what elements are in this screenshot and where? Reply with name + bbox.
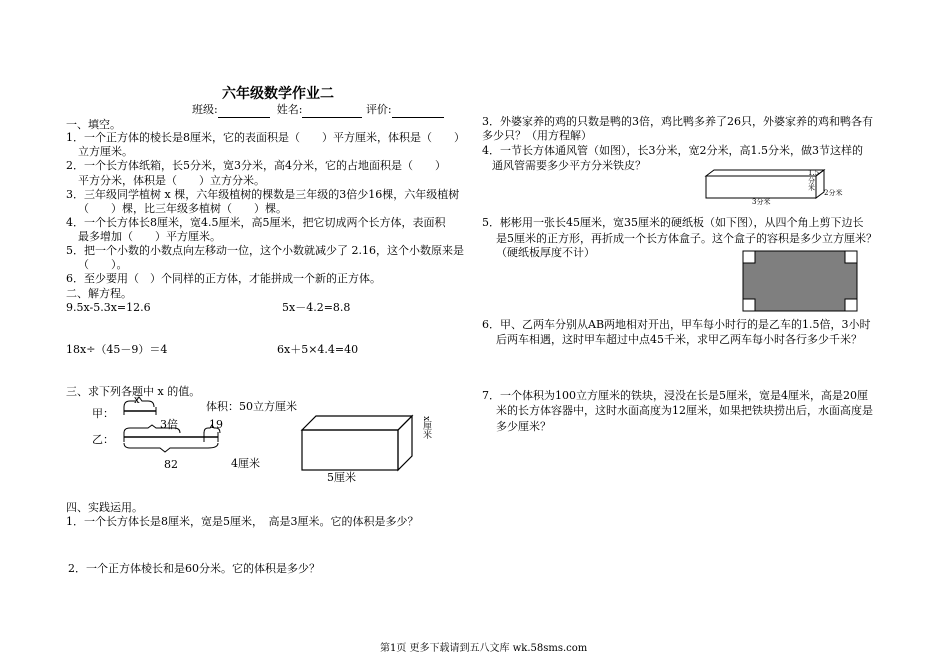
- name-label: 姓名:: [276, 103, 303, 116]
- vent-length-label: 3分米: [752, 198, 771, 206]
- page-title: 六年级数学作业二: [222, 86, 334, 102]
- question-6: 6．甲、乙两车分别从AB两地相对开出，甲车每小时行的是乙车的1.5倍，3小时: [482, 318, 871, 331]
- cardboard-figure: [742, 250, 858, 312]
- cm5-label: 5厘米: [327, 471, 356, 484]
- class-label: 班级:: [192, 103, 218, 116]
- practice-2: 2．一个正方体棱长和是60分米。它的体积是多少？: [68, 562, 320, 575]
- question-3: 3．外婆家养的鸡的只数是鸭的3倍，鸡比鸭多养了26只，外婆家养的鸡和鸭各有: [482, 115, 873, 128]
- question-1-1-cont: 立方厘米。: [78, 145, 133, 158]
- question-1-2: 2．一个长方体纸箱，长5分米，宽3分米，高4分米，它的占地面积是（ ）: [66, 159, 446, 172]
- class-blank[interactable]: [218, 105, 270, 118]
- question-6-cont: 后两车相遇，这时甲车超过中点45千米，求甲乙两车每小时各行多少千米？: [496, 333, 862, 346]
- question-1-3: 3．三年级同学植树 x 棵，六年级植树的棵数是三年级的3倍少16棵，六年级植树: [66, 188, 460, 201]
- question-1-2-cont: 平方分米，体积是（ ）立方分米。: [78, 174, 265, 187]
- equation-3: 18x÷（45－9）＝4: [66, 343, 168, 356]
- question-4: 4．一节长方体通风管（如图），长3分米，宽2分米，高1.5分米，做3节这样的: [482, 144, 863, 157]
- question-5: 5．彬彬用一张长45厘米，宽35厘米的硬纸板（如下图），从四个角上剪下边长: [482, 216, 864, 229]
- section-find-x: 三、求下列各题中 x 的值。: [66, 385, 201, 398]
- question-1-5: 5．把一个小数的小数点向左移动一位，这个小数就减少了 2.16，这个小数原来是: [66, 244, 464, 257]
- question-7-cont: 米的长方体容器中，这时水面高度为12厘米，如果把铁块捞出后，水面高度是: [496, 404, 873, 417]
- question-1-6: 6．至少要用（ ）个同样的正方体，才能拼成一个新的正方体。: [66, 272, 381, 285]
- page-footer: 第1页 更多下载请到五八文库 wk.58sms.com: [380, 643, 588, 654]
- question-3-cont: 多少只？（用方程解）: [482, 129, 592, 142]
- header-fields: [192, 101, 444, 118]
- side-label: x厘米: [420, 416, 431, 440]
- cm4-label: 4厘米: [231, 457, 260, 470]
- section-practice: 四、实践运用。: [66, 501, 143, 514]
- practice-1: 1．一个长方体长是8厘米，宽是5厘米， 高是3厘米。它的体积是多少？: [66, 515, 419, 528]
- eval-blank[interactable]: [392, 105, 444, 118]
- question-1-3-cont: （ ）棵，比三年级多植树（ ）棵。: [78, 202, 287, 215]
- x-mark: x: [134, 395, 140, 406]
- question-1-4: 4．一个长方体长8厘米，宽4.5厘米，高5厘米，把它切成两个长方体，表面积: [66, 216, 446, 229]
- jia-label: 甲：: [92, 407, 114, 420]
- equation-2: 5x－4.2=8.8: [282, 301, 351, 314]
- question-7: 7．一个体积为100立方厘米的铁块，浸没在长是5厘米，宽是4厘米，高是20厘: [482, 389, 868, 402]
- cuboid-figure: [300, 414, 420, 474]
- question-4-cont: 通风管需要多少平方分米铁皮？: [492, 159, 646, 172]
- question-1-1: 1．一个正方体的棱长是8厘米，它的表面积是（ ）平方厘米，体积是（ ）: [66, 131, 465, 144]
- name-blank[interactable]: [302, 105, 362, 118]
- section-fill-in: 一、填空。: [66, 118, 121, 131]
- section-equations: 二、解方程。: [66, 287, 132, 300]
- equation-4: 6x＋5×4.4=40: [277, 343, 359, 356]
- n82-label: 82: [164, 458, 178, 471]
- n19-label: 19: [209, 418, 223, 431]
- vent-height-label: 1.5分米: [808, 169, 820, 193]
- question-1-4-cont: 最多增加（ ）平方厘米。: [78, 230, 221, 243]
- times3-label: 3倍: [160, 418, 178, 431]
- question-5-note: （硬纸板厚度不计）: [496, 246, 595, 259]
- equation-1: 9.5x-5.3x=12.6: [66, 301, 151, 314]
- vent-width-label: 2分米: [824, 189, 843, 197]
- question-1-5-cont: （ ）。: [78, 258, 128, 271]
- question-5-cont: 是5厘米的正方形，再折成一个长方体盒子。这个盒子的容积是多少立方厘米？: [496, 232, 877, 245]
- yi-label: 乙：: [92, 433, 114, 446]
- question-7-cont2: 多少厘米？: [496, 420, 551, 433]
- eval-label: 评价:: [365, 103, 392, 116]
- volume-label: 体积：50立方厘米: [206, 400, 297, 413]
